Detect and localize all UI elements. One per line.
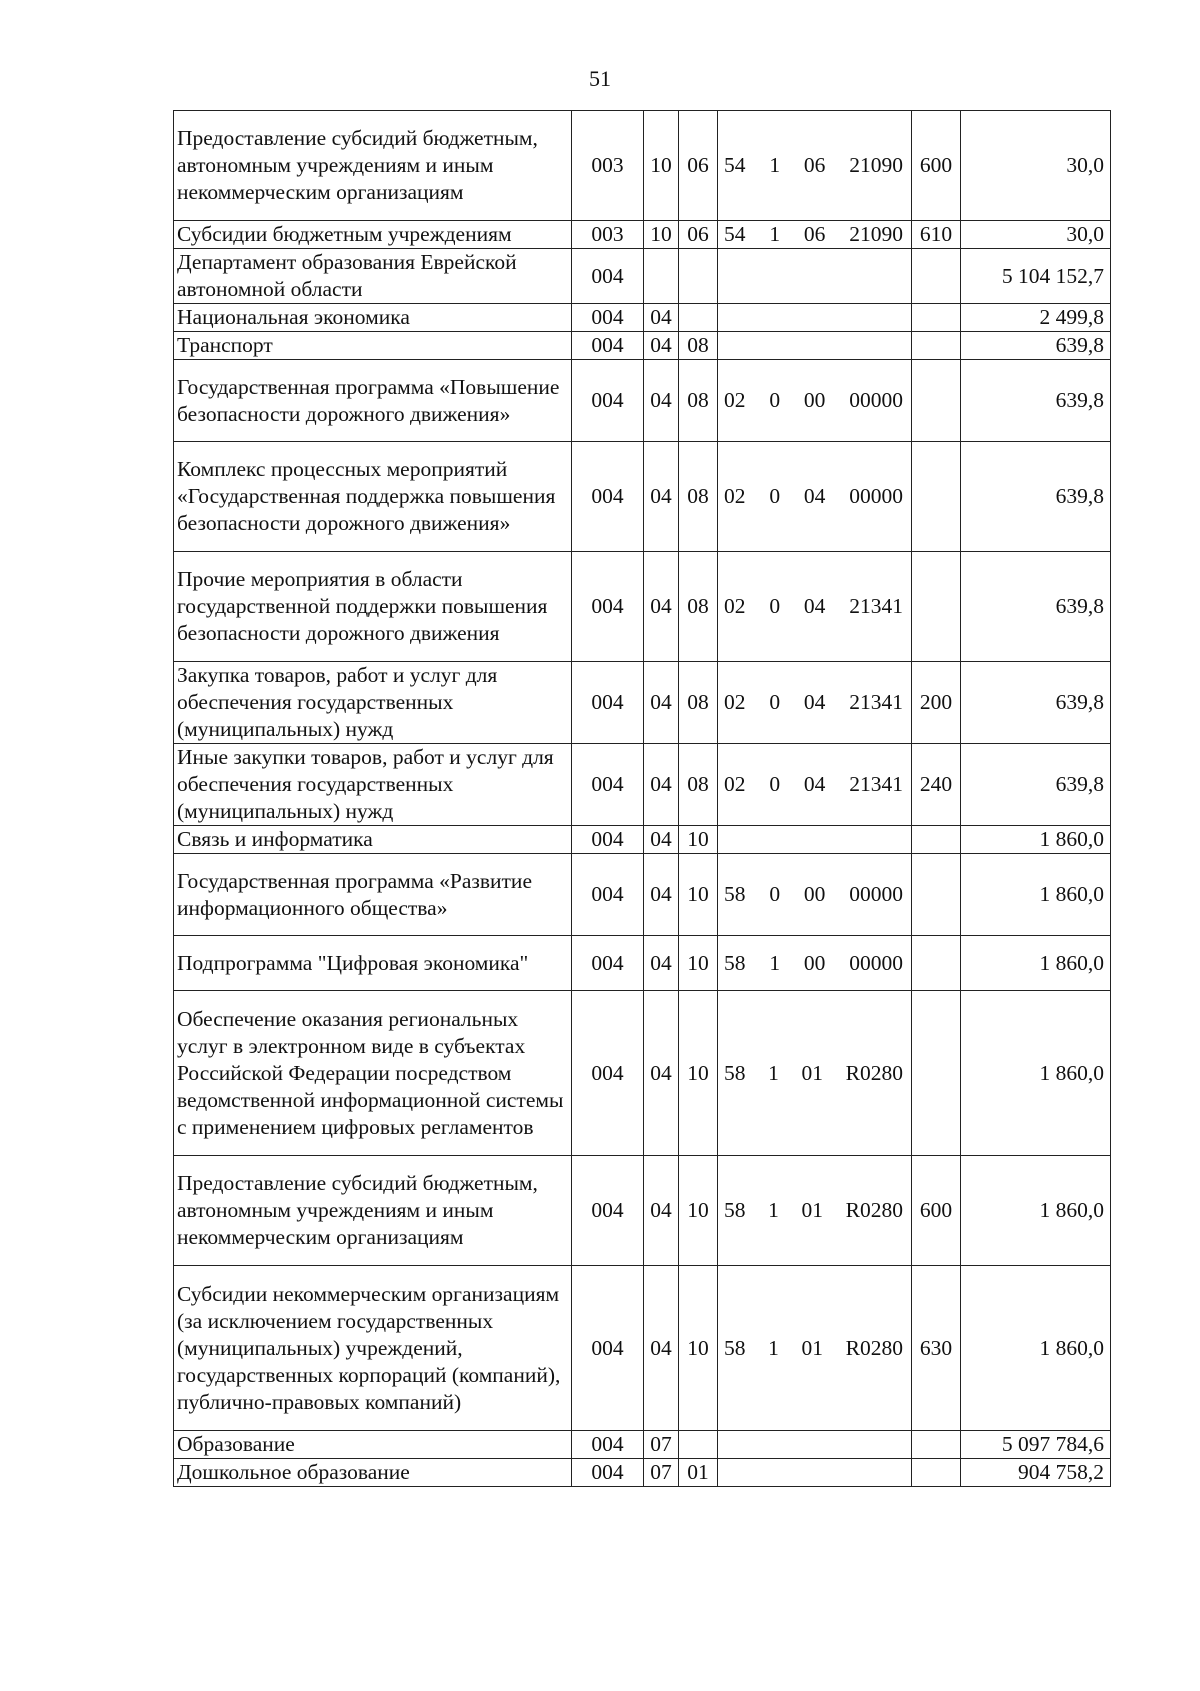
- row-name-cell: Государственная программа «Повышение безопасности дорожного движения»: [174, 360, 572, 442]
- csr-code-part: 0: [769, 484, 781, 508]
- table-row: [174, 744, 1111, 826]
- ved-cell: 004: [572, 662, 644, 744]
- rz-cell: 04: [644, 552, 679, 662]
- csr-code-part: 1: [769, 222, 781, 246]
- table-row: [174, 304, 1111, 332]
- vr-cell: [912, 442, 961, 552]
- sum-cell: 30,0: [961, 221, 1111, 249]
- row-name-cell: Государственная программа «Развитие информационного общества»: [174, 854, 572, 936]
- table-row: [174, 991, 1111, 1156]
- row-name-cell: Предоставление субсидий бюджетным, автономным учреждениям и иным некоммерческим организациям: [174, 1156, 572, 1266]
- ved-cell: 004: [572, 936, 644, 991]
- sum-cell: 1 860,0: [961, 1266, 1111, 1431]
- table-row: [174, 552, 1111, 662]
- csr-code: [718, 387, 911, 414]
- row-name-cell: Субсидии некоммерческим организациям (за исключением государственных (муниципальных) учреждений, государственных корпораций (компаний), публично-правовых компаний): [174, 1266, 572, 1431]
- sum-cell: 1 860,0: [961, 936, 1111, 991]
- pr-cell: 01: [679, 1459, 718, 1487]
- ved-cell: 004: [572, 552, 644, 662]
- csr-code-part: 00000: [849, 882, 903, 906]
- csr-cell: [718, 936, 912, 991]
- csr-cell: [718, 854, 912, 936]
- csr-code: [718, 950, 911, 977]
- table-row: [174, 249, 1111, 304]
- rz-cell: 04: [644, 854, 679, 936]
- csr-code: [718, 483, 911, 510]
- vr-cell: 630: [912, 1266, 961, 1431]
- vr-cell: 610: [912, 221, 961, 249]
- csr-code: [718, 881, 911, 908]
- csr-code-part: 0: [769, 690, 781, 714]
- ved-cell: 004: [572, 249, 644, 304]
- csr-code-part: 1: [769, 950, 781, 975]
- sum-cell: 639,8: [961, 552, 1111, 662]
- page-number: 51: [589, 66, 611, 91]
- csr-code: [718, 1060, 911, 1087]
- csr-code-part: 1: [768, 1335, 779, 1360]
- row-name-cell: Иные закупки товаров, работ и услуг для обеспечения государственных (муниципальных) нужд: [174, 744, 572, 826]
- sum-cell: 1 860,0: [961, 1156, 1111, 1266]
- table-row: [174, 111, 1111, 221]
- table-row: [174, 1431, 1111, 1459]
- sum-cell: 639,8: [961, 360, 1111, 442]
- csr-code-part: 04: [803, 690, 826, 714]
- sum-cell: 639,8: [961, 332, 1111, 360]
- vr-cell: [912, 854, 961, 936]
- table-row: [174, 221, 1111, 249]
- table-row: [174, 1156, 1111, 1266]
- csr-code: [718, 1335, 911, 1362]
- csr-cell: [718, 442, 912, 552]
- ved-cell: 004: [572, 1431, 644, 1459]
- rz-cell: 04: [644, 662, 679, 744]
- table-row: [174, 332, 1111, 360]
- row-name-cell: Департамент образования Еврейской автономной области: [174, 249, 572, 304]
- row-name-cell: Субсидии бюджетным учреждениям: [174, 221, 572, 249]
- row-name-cell: Подпрограмма "Цифровая экономика": [174, 936, 572, 991]
- sum-cell: 5 097 784,6: [961, 1431, 1111, 1459]
- rz-cell: 07: [644, 1459, 679, 1487]
- pr-cell: 08: [679, 442, 718, 552]
- table-row: [174, 936, 1111, 991]
- row-name-cell: Обеспечение оказания региональных услуг в электронном виде в субъектах Российской Федерации посредством ведомственной информационной системы с применением цифровых регламентов: [174, 991, 572, 1156]
- pr-cell: [679, 249, 718, 304]
- csr-code-part: 02: [724, 388, 746, 412]
- csr-code: [718, 221, 911, 248]
- rz-cell: 04: [644, 1156, 679, 1266]
- ved-cell: 004: [572, 1156, 644, 1266]
- pr-cell: [679, 304, 718, 332]
- csr-code-part: 21341: [849, 594, 903, 618]
- table-row: [174, 360, 1111, 442]
- vr-cell: [912, 360, 961, 442]
- csr-cell: [718, 1156, 912, 1266]
- csr-code-part: R0280: [845, 1060, 903, 1085]
- sum-cell: 5 104 152,7: [961, 249, 1111, 304]
- vr-cell: 600: [912, 111, 961, 221]
- row-name-cell: Прочие мероприятия в области государственной поддержки повышения безопасности дорожного движения: [174, 552, 572, 662]
- vr-cell: [912, 304, 961, 332]
- rz-cell: 04: [644, 744, 679, 826]
- csr-cell: [718, 1266, 912, 1431]
- rz-cell: 04: [644, 936, 679, 991]
- sum-cell: 904 758,2: [961, 1459, 1111, 1487]
- row-name-cell: Закупка товаров, работ и услуг для обеспечения государственных (муниципальных) нужд: [174, 662, 572, 744]
- ved-cell: 004: [572, 332, 644, 360]
- sum-cell: 30,0: [961, 111, 1111, 221]
- csr-cell: [718, 221, 912, 249]
- rz-cell: 04: [644, 442, 679, 552]
- row-name-cell: Связь и информатика: [174, 826, 572, 854]
- vr-cell: 600: [912, 1156, 961, 1266]
- sum-cell: 1 860,0: [961, 991, 1111, 1156]
- ved-cell: 004: [572, 1266, 644, 1431]
- ved-cell: 004: [572, 854, 644, 936]
- rz-cell: 04: [644, 304, 679, 332]
- ved-cell: 004: [572, 826, 644, 854]
- csr-code-part: 21090: [849, 222, 903, 246]
- csr-cell: [718, 249, 912, 304]
- csr-code-part: 06: [803, 222, 826, 246]
- csr-code: [718, 593, 911, 620]
- csr-cell: [718, 332, 912, 360]
- sum-cell: 639,8: [961, 744, 1111, 826]
- ved-cell: 004: [572, 744, 644, 826]
- csr-code-part: R0280: [845, 1198, 903, 1222]
- pr-cell: 08: [679, 662, 718, 744]
- csr-code-part: 1: [768, 1198, 779, 1222]
- sum-cell: 1 860,0: [961, 826, 1111, 854]
- ved-cell: 004: [572, 1459, 644, 1487]
- csr-code-part: 21090: [849, 153, 903, 177]
- csr-code-part: 06: [803, 153, 826, 177]
- csr-code-part: 02: [724, 690, 746, 714]
- ved-cell: 004: [572, 991, 644, 1156]
- vr-cell: [912, 552, 961, 662]
- csr-code-part: 58: [724, 1198, 746, 1222]
- csr-code-part: 01: [801, 1198, 823, 1222]
- csr-code-part: 58: [724, 1335, 746, 1360]
- ved-cell: 004: [572, 442, 644, 552]
- vr-cell: 240: [912, 744, 961, 826]
- pr-cell: 06: [679, 221, 718, 249]
- sum-cell: 639,8: [961, 662, 1111, 744]
- csr-code-part: 58: [724, 1060, 746, 1085]
- csr-code: [718, 1197, 911, 1224]
- pr-cell: 08: [679, 360, 718, 442]
- csr-code-part: 0: [769, 388, 781, 412]
- pr-cell: 08: [679, 552, 718, 662]
- rz-cell: [644, 249, 679, 304]
- rz-cell: 04: [644, 332, 679, 360]
- csr-code-part: 04: [803, 484, 826, 508]
- csr-code-part: R0280: [845, 1335, 903, 1360]
- rz-cell: 10: [644, 221, 679, 249]
- csr-code-part: 04: [803, 772, 826, 796]
- rz-cell: 04: [644, 360, 679, 442]
- pr-cell: [679, 1431, 718, 1459]
- csr-code-part: 02: [724, 772, 746, 796]
- table-body: [174, 111, 1111, 1487]
- csr-code-part: 00: [803, 882, 826, 906]
- rz-cell: 10: [644, 111, 679, 221]
- csr-code: [718, 771, 911, 798]
- vr-cell: [912, 1459, 961, 1487]
- csr-code-part: 00: [803, 388, 826, 412]
- csr-code-part: 00: [803, 950, 826, 975]
- csr-cell: [718, 552, 912, 662]
- csr-code-part: 04: [803, 594, 826, 618]
- vr-cell: [912, 991, 961, 1156]
- row-name-cell: Транспорт: [174, 332, 572, 360]
- table-row: [174, 442, 1111, 552]
- row-name-cell: Образование: [174, 1431, 572, 1459]
- csr-cell: [718, 662, 912, 744]
- csr-code-part: 02: [724, 594, 746, 618]
- csr-cell: [718, 1431, 912, 1459]
- pr-cell: 10: [679, 826, 718, 854]
- csr-code-part: 0: [769, 772, 781, 796]
- csr-code-part: 54: [724, 153, 746, 177]
- csr-code-part: 0: [769, 594, 781, 618]
- pr-cell: 10: [679, 936, 718, 991]
- csr-cell: [718, 744, 912, 826]
- vr-cell: [912, 249, 961, 304]
- vr-cell: [912, 332, 961, 360]
- csr-code-part: 1: [768, 1060, 779, 1085]
- rz-cell: 04: [644, 826, 679, 854]
- sum-cell: 639,8: [961, 442, 1111, 552]
- table-row: [174, 854, 1111, 936]
- table-row: [174, 662, 1111, 744]
- vr-cell: 200: [912, 662, 961, 744]
- csr-code-part: 00000: [849, 484, 903, 508]
- rz-cell: 07: [644, 1431, 679, 1459]
- vr-cell: [912, 826, 961, 854]
- csr-code-part: 1: [769, 153, 781, 177]
- ved-cell: 004: [572, 360, 644, 442]
- ved-cell: 004: [572, 304, 644, 332]
- pr-cell: 10: [679, 1156, 718, 1266]
- csr-code-part: 21341: [849, 690, 903, 714]
- budget-table: [173, 110, 1111, 1487]
- sum-cell: 2 499,8: [961, 304, 1111, 332]
- csr-code-part: 21341: [849, 772, 903, 796]
- table-row: [174, 1459, 1111, 1487]
- pr-cell: 08: [679, 332, 718, 360]
- vr-cell: [912, 1431, 961, 1459]
- pr-cell: 08: [679, 744, 718, 826]
- rz-cell: 04: [644, 1266, 679, 1431]
- csr-cell: [718, 826, 912, 854]
- table-row: [174, 1266, 1111, 1431]
- csr-cell: [718, 991, 912, 1156]
- csr-code-part: 00000: [849, 388, 903, 412]
- csr-cell: [718, 111, 912, 221]
- csr-code: [718, 152, 911, 179]
- csr-cell: [718, 304, 912, 332]
- csr-cell: [718, 1459, 912, 1487]
- csr-code-part: 00000: [849, 950, 903, 975]
- csr-code-part: 54: [724, 222, 746, 246]
- csr-code: [718, 689, 911, 716]
- pr-cell: 10: [679, 854, 718, 936]
- row-name-cell: Комплекс процессных мероприятий «Государственная поддержка повышения безопасности дорожного движения»: [174, 442, 572, 552]
- row-name-cell: Национальная экономика: [174, 304, 572, 332]
- pr-cell: 06: [679, 111, 718, 221]
- pr-cell: 10: [679, 991, 718, 1156]
- row-name-cell: Предоставление субсидий бюджетным, автономным учреждениям и иным некоммерческим организациям: [174, 111, 572, 221]
- rz-cell: 04: [644, 991, 679, 1156]
- csr-code-part: 02: [724, 484, 746, 508]
- vr-cell: [912, 936, 961, 991]
- csr-code-part: 0: [769, 882, 781, 906]
- csr-code-part: 58: [724, 950, 746, 975]
- csr-cell: [718, 360, 912, 442]
- csr-code-part: 01: [801, 1335, 823, 1360]
- pr-cell: 10: [679, 1266, 718, 1431]
- sum-cell: 1 860,0: [961, 854, 1111, 936]
- csr-code-part: 58: [724, 882, 746, 906]
- table-row: [174, 826, 1111, 854]
- ved-cell: 003: [572, 221, 644, 249]
- csr-code-part: 01: [801, 1060, 823, 1085]
- ved-cell: 003: [572, 111, 644, 221]
- row-name-cell: Дошкольное образование: [174, 1459, 572, 1487]
